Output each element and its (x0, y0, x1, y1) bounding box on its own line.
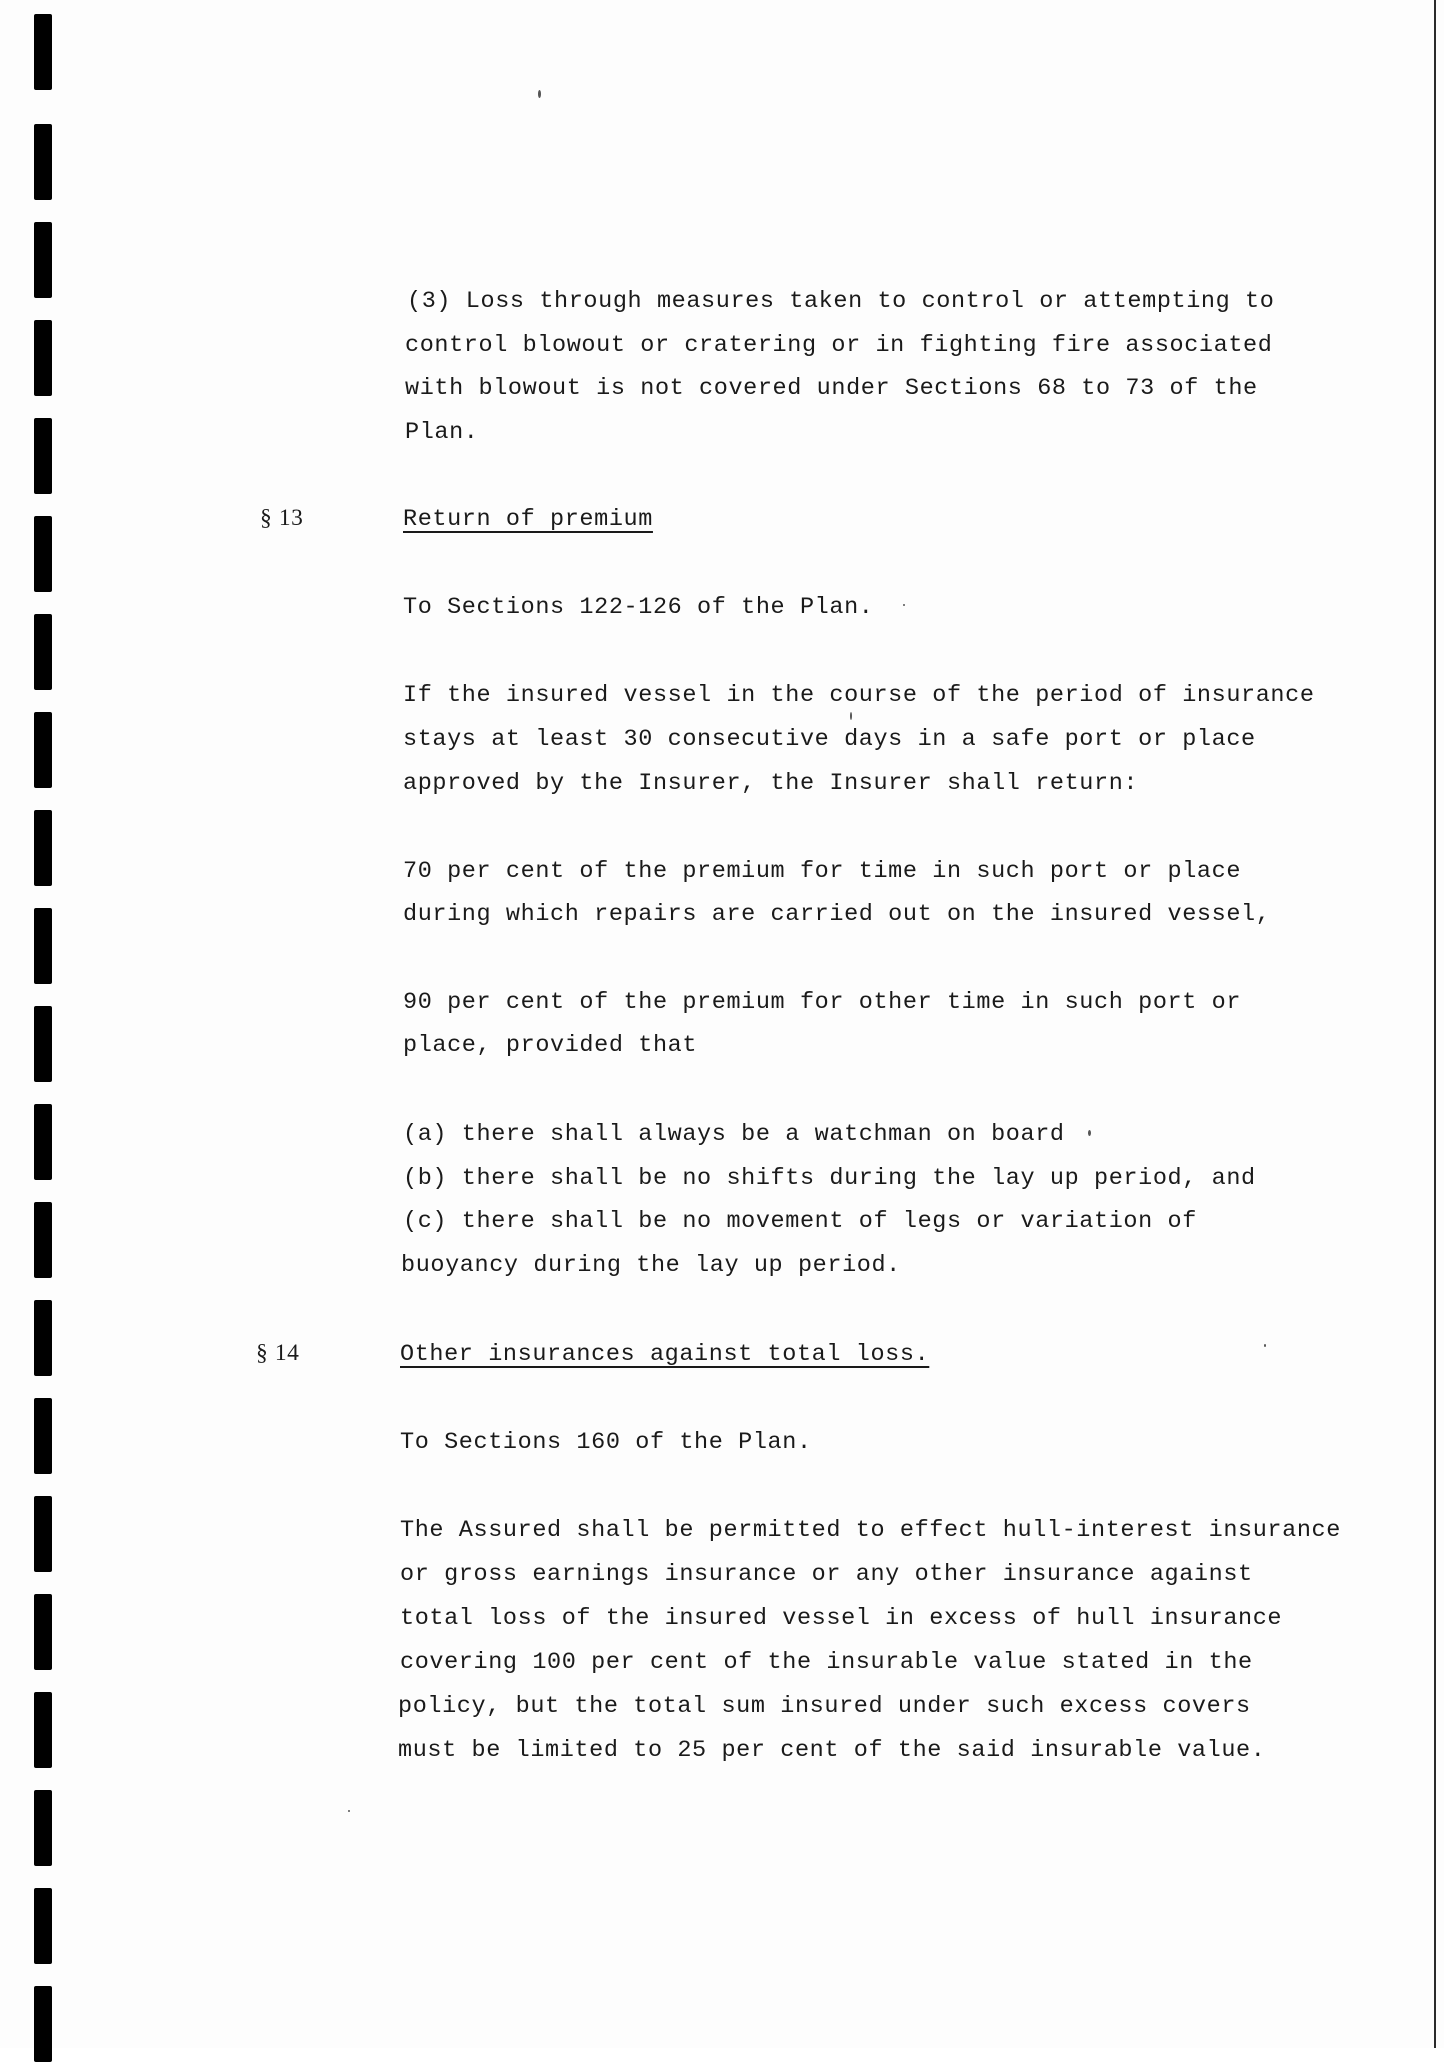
binding-hole (34, 1300, 52, 1376)
para-3-line: with blowout is not covered under Sections 68 to 73 of the (405, 375, 1258, 402)
condition-line: buoyancy during the lay up period. (401, 1252, 901, 1279)
para-3-line: Plan. (405, 419, 479, 446)
binding-hole (34, 712, 52, 788)
binding-hole (34, 1594, 52, 1670)
binding-hole (34, 1398, 52, 1474)
binding-hole (34, 124, 52, 200)
section-13-number: § 13 (260, 505, 304, 531)
section-13-intro-line: stays at least 30 consecutive days in a safe port or place (403, 726, 1256, 753)
condition-line: (b) there shall be no shifts during the lay up period, and (403, 1165, 1256, 1192)
para-3-line: control blowout or cratering or in fighting fire associated (405, 332, 1273, 359)
section-13-intro-line: approved by the Insurer, the Insurer shall return: (403, 770, 1139, 797)
section-14-reference: To Sections 160 of the Plan. (400, 1429, 812, 1456)
clause-70-line: during which repairs are carried out on the insured vessel, (403, 901, 1271, 928)
binding-hole (34, 810, 52, 886)
binding-hole (34, 614, 52, 690)
condition-line: (c) there shall be no movement of legs or variation of (403, 1208, 1197, 1235)
binding-hole (34, 1202, 52, 1278)
scan-speck (1088, 1130, 1091, 1136)
scan-speck (348, 1810, 350, 1812)
binding-hole (34, 1986, 52, 2062)
section-14-body-line: must be limited to 25 per cent of the said insurable value. (398, 1737, 1266, 1764)
section-14-body-line: covering 100 per cent of the insurable value stated in the (400, 1649, 1253, 1676)
section-13-reference: To Sections 122-126 of the Plan. (403, 594, 874, 621)
binding-hole (34, 1692, 52, 1768)
binding-hole (34, 1006, 52, 1082)
section-14-heading: Other insurances against total loss. (400, 1341, 930, 1368)
section-14-number: § 14 (256, 1340, 300, 1366)
binding-hole (34, 516, 52, 592)
scan-speck (850, 712, 852, 720)
binding-hole (34, 418, 52, 494)
clause-90-line: 90 per cent of the premium for other time in such port or (403, 989, 1242, 1016)
clause-70-line: 70 per cent of the premium for time in such port or place (403, 858, 1242, 885)
binding-hole (34, 320, 52, 396)
scan-speck (1264, 1344, 1266, 1347)
section-14-body-line: total loss of the insured vessel in excess of hull insurance (400, 1605, 1283, 1632)
scan-speck (903, 604, 905, 606)
section-14-body-line: The Assured shall be permitted to effect hull-interest insurance (400, 1517, 1341, 1544)
binding-hole (34, 222, 52, 298)
clause-90-line: place, provided that (403, 1032, 698, 1059)
section-13-intro-line: If the insured vessel in the course of the period of insurance (403, 682, 1315, 709)
condition-line: (a) there shall always be a watchman on board (403, 1121, 1065, 1148)
scan-speck (538, 90, 541, 98)
binding-holes (34, 0, 54, 2048)
binding-hole (34, 1888, 52, 1964)
binding-hole (34, 908, 52, 984)
para-3-line: (3) Loss through measures taken to control or attempting to (407, 288, 1275, 315)
binding-hole (34, 14, 52, 90)
section-14-body-line: policy, but the total sum insured under such excess covers (398, 1693, 1251, 1720)
binding-hole (34, 1496, 52, 1572)
section-14-body-line: or gross earnings insurance or any other insurance against (400, 1561, 1253, 1588)
binding-hole (34, 1104, 52, 1180)
page-edge (1434, 0, 1436, 2048)
section-13-heading: Return of premium (403, 506, 653, 533)
binding-hole (34, 1790, 52, 1866)
